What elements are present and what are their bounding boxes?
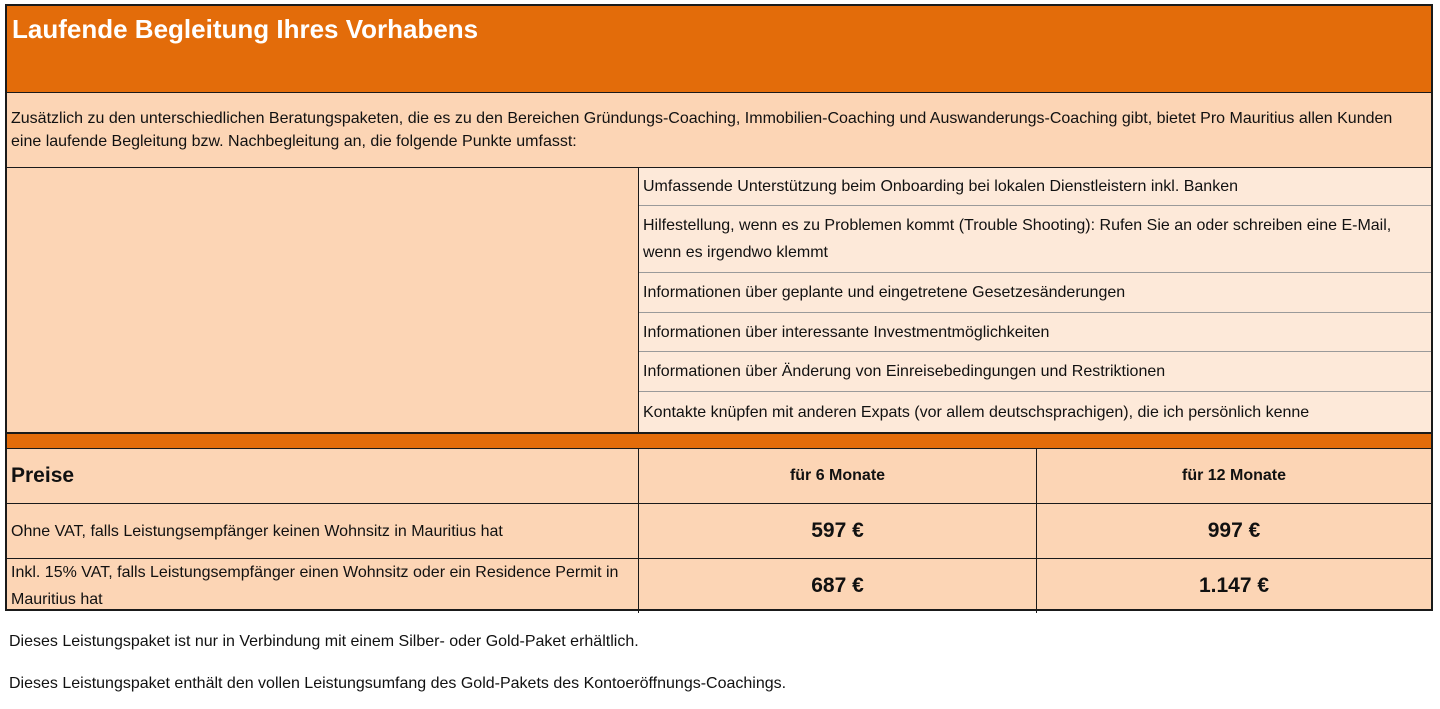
title-bar [7, 6, 1431, 93]
page-title: Laufende Begleitung Ihres Vorhabens [12, 14, 479, 44]
pricing-table [5, 4, 1433, 611]
price-row-label [7, 504, 639, 559]
divider-stripe [7, 432, 1431, 449]
price-cell [1037, 504, 1431, 559]
footnote: Dieses Leistungspaket enthält den vollen Leistungsumfang des Gold-Pakets des Kontoeröffnungs-Coachings. [9, 675, 787, 692]
column-header-12-months [1037, 449, 1431, 504]
service-item: Informationen über geplante und eingetretene Gesetzesänderungen [639, 273, 1431, 313]
service-item: Informationen über interessante Investmentmöglichkeiten [639, 313, 1431, 352]
row-label: Inkl. 15% VAT, falls Leistungsempfänger einen Wohnsitz oder ein Residence Permit in Mauritius hat [11, 564, 619, 608]
services-list [639, 168, 1431, 432]
price-value: 597 € [811, 519, 864, 542]
price-cell [1037, 559, 1431, 613]
prices-heading: Preise [11, 464, 75, 487]
service-item: Kontakte knüpfen mit anderen Expats (vor allem deutschsprachigen), die ich persönlich kenne [639, 392, 1431, 432]
price-cell [639, 504, 1037, 559]
price-value: 997 € [1207, 519, 1261, 542]
service-item: Informationen über Änderung von Einreisebedingungen und Restriktionen [639, 352, 1431, 392]
service-item: Umfassende Unterstützung beim Onboarding bei lokalen Dienstleistern inkl. Banken [639, 168, 1431, 206]
column-header-6-months [639, 449, 1037, 504]
footnote: Dieses Leistungspaket ist nur in Verbindung mit einem Silber- oder Gold-Paket erhältlich. [9, 633, 639, 650]
column-header-label: für 6 Monate [789, 467, 886, 484]
price-cell [639, 559, 1037, 613]
row-label: Ohne VAT, falls Leistungsempfänger keinen Wohnsitz in Mauritius hat [11, 522, 503, 540]
empty-cell [7, 168, 639, 432]
prices-label-cell [7, 449, 639, 504]
price-value: 687 € [811, 574, 864, 597]
intro-text: Zusätzlich zu den unterschiedlichen Beratungspaketen, die es zu den Bereichen Gründungs-Coaching, Immobilien-Coaching und Auswanderungs-Coaching gibt, bietet Pro Mauritius allen Kunden eine laufende Begleitung bzw. Nachbegleitung an, die folgende Punkte umfasst: [7, 93, 1431, 168]
column-header-label: für 12 Monate [1181, 467, 1286, 484]
price-row-label [7, 559, 639, 613]
price-value: 1.147 € [1198, 574, 1270, 597]
service-item: Hilfestellung, wenn es zu Problemen kommt (Trouble Shooting): Rufen Sie an oder schreiben eine E-Mail, wenn es irgendwo klemmt [639, 206, 1431, 273]
